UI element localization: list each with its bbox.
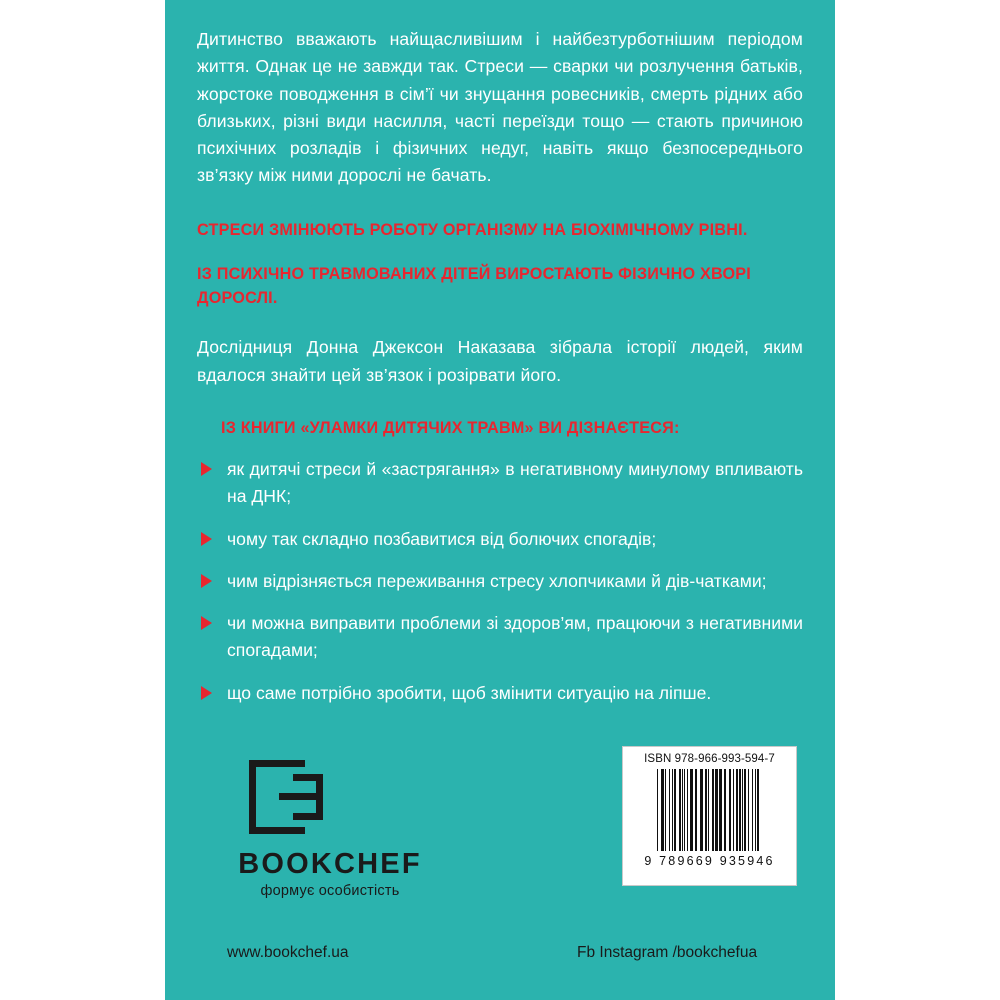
- book-back-cover: [165, 0, 835, 1000]
- barcode-block: [622, 746, 797, 886]
- page-margin-left: [0, 0, 165, 1000]
- page-margin-right: [835, 0, 1000, 1000]
- highlight-statement-2: ІЗ ПСИХІЧНО ТРАВМОВАНИХ ДІТЕЙ ВИРОСТАЮТЬ ФІЗИЧНО ХВОРІ ДОРОСЛІ.: [197, 264, 751, 308]
- cover-footer: [197, 740, 803, 1000]
- list-item-text: чому так складно позбавитися від болючих спогадів;: [227, 528, 657, 549]
- intro-paragraph: Дитинство вважають найщасливішим і найбезтурботнішим періодом життя. Однак це не завжди так. Стреси — сварки чи розлучення батьків, жорстоке поводження в сім’ї чи знущання ровесників, смерть рідних або близьких, різні види насилля, часті переїзди тощо — стають причиною психічних розладів і фізичних недуг, навіть якщо безпосереднього зв’язку між ними дорослі не бачать.: [197, 29, 803, 186]
- list-item-text: як дитячі стреси й «застрягання» в негативному минулому впливають на ДНК;: [227, 459, 803, 507]
- list-item: [197, 526, 803, 553]
- social-handles[interactable]: Fb Instagram /bookchefua: [577, 944, 758, 961]
- list-item-text: що саме потрібно зробити, щоб змінити ситуацію на ліпше.: [227, 682, 712, 703]
- barcode-digits: 9 789669 935946: [644, 854, 775, 868]
- list-item-text: чим відрізняється переживання стресу хлопчиками й дів-чатками;: [227, 570, 767, 591]
- list-item: [197, 456, 803, 511]
- barcode-bars: [631, 769, 788, 851]
- website-url[interactable]: www.bookchef.ua: [227, 944, 349, 961]
- publisher-tagline: формує особистість: [260, 883, 400, 899]
- triangle-bullet-icon: [201, 616, 212, 630]
- bookchef-logo-icon: [249, 760, 323, 834]
- isbn-label: ISBN 978-966-993-594-7: [644, 753, 775, 765]
- researcher-paragraph: Дослідниця Донна Джексон Наказава зібрала історії людей, яким вдалося знайти цей зв’язок і розірвати його.: [197, 337, 803, 385]
- list-item: [197, 680, 803, 707]
- highlight-statement-1: СТРЕСИ ЗМІНЮЮТЬ РОБОТУ ОРГАНІЗМУ НА БІОХІМІЧНОМУ РІВНІ.: [197, 220, 748, 239]
- list-heading: ІЗ КНИГИ «УЛАМКИ ДИТЯЧИХ ТРАВМ» ВИ ДІЗНАЄТЕСЯ:: [221, 419, 680, 438]
- list-item: [197, 610, 803, 665]
- publisher-name: BOOKCHEF: [238, 848, 422, 880]
- list-item-text: чи можна виправити проблеми зі здоров’ям, працюючи з негативними спогадами;: [227, 613, 803, 661]
- list-item: [197, 568, 803, 595]
- triangle-bullet-icon: [201, 686, 212, 700]
- topics-list: [197, 456, 803, 707]
- triangle-bullet-icon: [201, 462, 212, 476]
- publisher-logo-block: [205, 760, 455, 899]
- triangle-bullet-icon: [201, 574, 212, 588]
- triangle-bullet-icon: [201, 532, 212, 546]
